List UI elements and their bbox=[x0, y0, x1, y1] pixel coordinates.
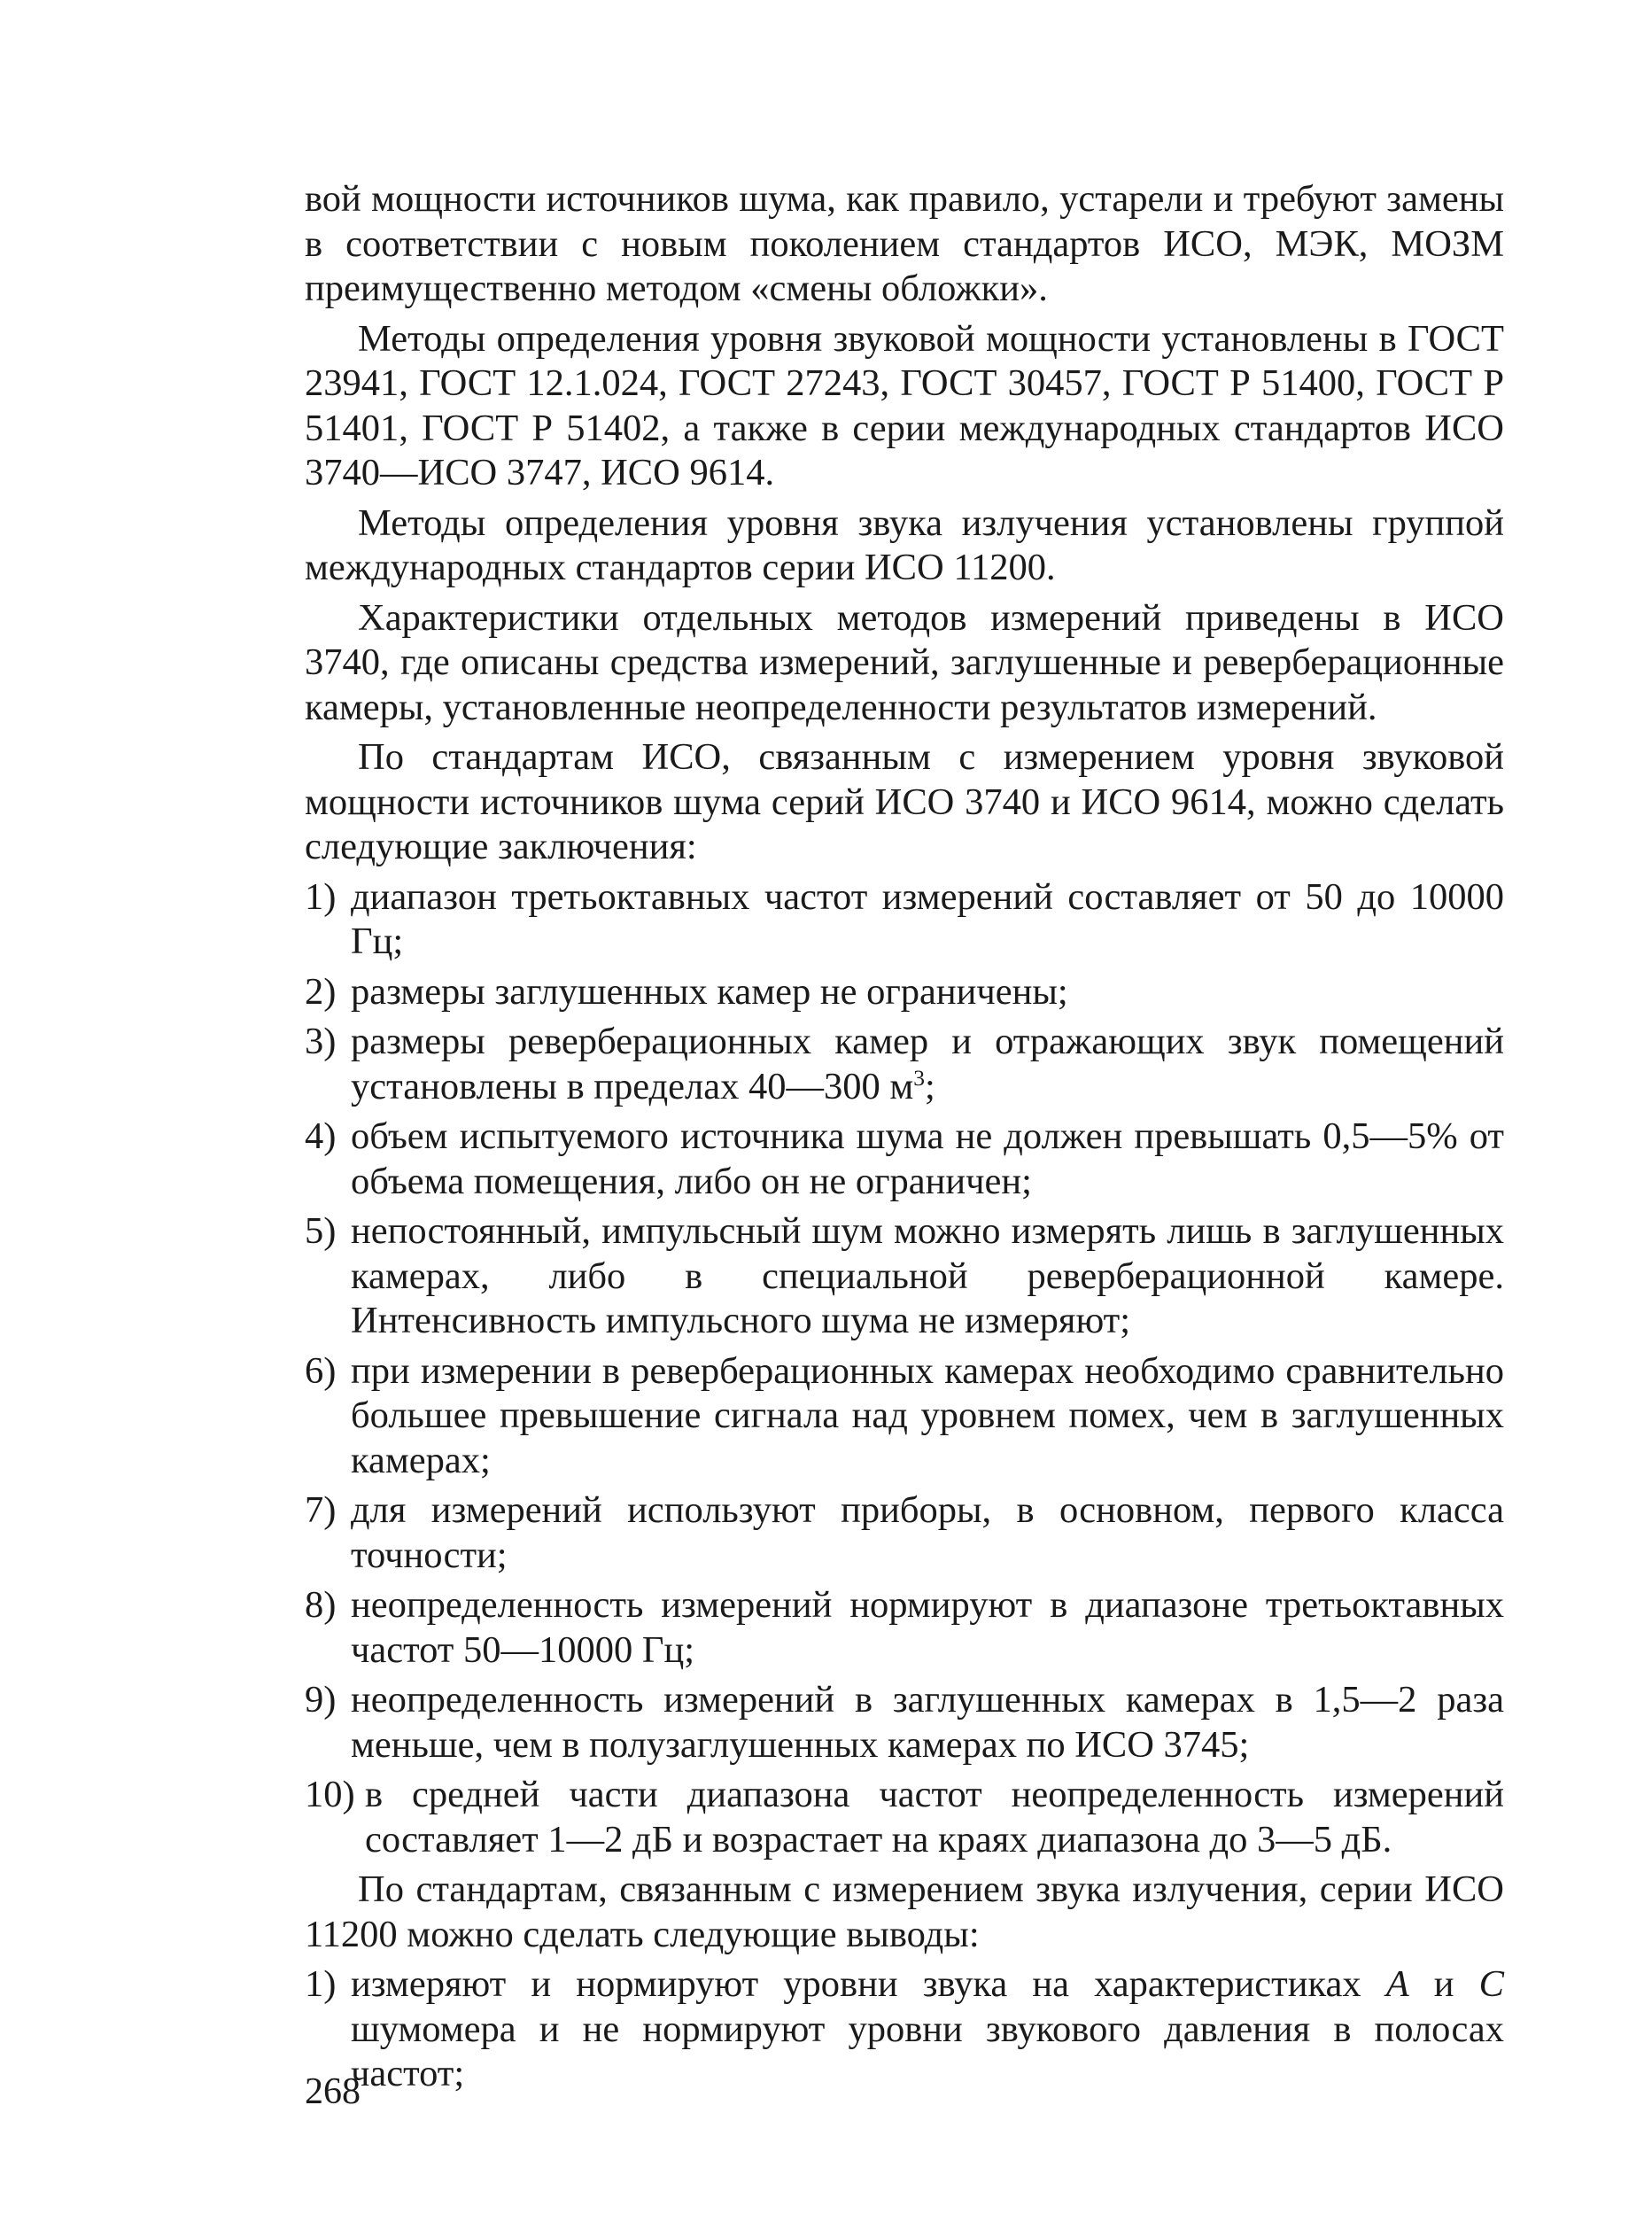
conclusions-list bbox=[305, 875, 1504, 1863]
paragraph-emission-conclusions-intro: По стандартам, связанным с измерением звука излучения, серии ИСО 11200 можно сделать следующие выводы: bbox=[305, 1868, 1504, 1955]
paragraph-sound-power-methods: Методы определения уровня звуковой мощности установлены в ГОСТ 23941, ГОСТ 12.1.024, ГОСТ 27243, ГОСТ 30457, ГОСТ Р 51400, ГОСТ Р 51401, ГОСТ Р 51402, а также в серии международных стандартов ИСО 3740—ИСО 3747, ИСО 9614. bbox=[305, 317, 1504, 493]
list-item-text-part: измеряют и нормируют уровни звука на характеристиках bbox=[351, 1963, 1386, 2005]
list-item-number: 1) bbox=[305, 1963, 337, 2005]
list-item-number: 3) bbox=[305, 1021, 337, 1062]
list-item-number: 6) bbox=[305, 1349, 337, 1392]
paragraph-method-characteristics: Характеристики отдельных методов измерений приведены в ИСО 3740, где описаны средства измерений, заглушенные и реверберационные камеры, установленные неопределенности результатов измерений. bbox=[305, 596, 1504, 728]
list-item-number: 10) bbox=[305, 1774, 355, 1815]
list-item-text-end: ; bbox=[925, 1065, 935, 1107]
list-item bbox=[305, 1349, 1504, 1484]
list-item bbox=[305, 970, 1504, 1015]
list-item-text: при измерении в реверберационных камерах необходимо сравнительно большее превышение сигнала над уровнем помех, чем в заглушенных камерах; bbox=[351, 1349, 1504, 1481]
list-item-text: в средней части диапазона частот неопределенность измерений составляет 1—2 дБ и возрастает на краях диапазона до 3—5 дБ. bbox=[365, 1774, 1504, 1861]
paragraph-iso-conclusions-intro: По стандартам ИСО, связанным с измерением уровня звуковой мощности источников шума серий ИСО 3740 и ИСО 9614, можно сделать следующие заключения: bbox=[305, 736, 1504, 867]
page-number: 268 bbox=[305, 2071, 361, 2112]
list-item-number: 8) bbox=[305, 1584, 337, 1626]
list-item-text: размеры заглушенных камер не ограничены; bbox=[351, 970, 1068, 1013]
list-item-number: 1) bbox=[305, 875, 337, 918]
list-item bbox=[305, 1962, 1504, 2097]
list-item-text: объем испытуемого источника шума не должен превышать 0,5—5% от объема помещения, либо он не ограничен; bbox=[351, 1115, 1504, 1202]
list-item bbox=[305, 1020, 1504, 1109]
list-item bbox=[305, 1115, 1504, 1204]
list-item bbox=[305, 1583, 1504, 1673]
list-item-number: 7) bbox=[305, 1489, 337, 1531]
list-item-number: 4) bbox=[305, 1115, 337, 1157]
list-item-text: диапазон третьоктавных частот измерений составляет от 50 до 10000 Гц; bbox=[351, 875, 1504, 962]
paragraph-continuation: вой мощности источников шума, как правило, устарели и требуют замены в соответствии с новым поколением стандартов ИСО, МЭК, МОЗМ преимущественно методом «смены обложки». bbox=[305, 178, 1504, 309]
body-text bbox=[305, 177, 1504, 2102]
characteristic-a: А bbox=[1385, 1963, 1409, 2005]
list-item bbox=[305, 1678, 1504, 1767]
list-item-text: для измерений используют приборы, в основном, первого класса точности; bbox=[351, 1489, 1504, 1576]
list-item-text-part: и bbox=[1408, 1963, 1479, 2005]
superscript-cubed: 3 bbox=[913, 1064, 926, 1091]
list-item-number: 2) bbox=[305, 970, 337, 1013]
list-item-text: неопределенность измерений нормируют в диапазоне третьоктавных частот 50—10000 Гц; bbox=[351, 1584, 1504, 1671]
list-item bbox=[305, 1209, 1504, 1344]
emission-conclusions-list bbox=[305, 1962, 1504, 2097]
list-item-text-part: шумомера и не нормируют уровни звукового давления в полосах частот; bbox=[351, 2008, 1504, 2094]
list-item-text: неопределенность измерений в заглушенных камерах в 1,5—2 раза меньше, чем в полузаглушенных камерах по ИСО 3745; bbox=[351, 1679, 1504, 1766]
list-item-text bbox=[351, 1020, 1504, 1109]
list-item bbox=[305, 875, 1504, 965]
list-item-number: 5) bbox=[305, 1210, 337, 1252]
characteristic-c: С bbox=[1478, 1963, 1504, 2005]
list-item-text-main: размеры реверберационных камер и отражающих звук помещений установлены в пределах 40—300 м bbox=[351, 1021, 1504, 1107]
list-item bbox=[305, 1773, 1504, 1862]
list-item-number: 9) bbox=[305, 1679, 337, 1721]
paragraph-emission-methods: Методы определения уровня звука излучения установлены группой международных стандартов серии ИСО 11200. bbox=[305, 501, 1504, 588]
list-item-text: непостоянный, импульсный шум можно измерять лишь в заглушенных камерах, либо в специальной реверберационной камере. Интенсивность импульсного шума не измеряют; bbox=[351, 1210, 1504, 1341]
list-item-text bbox=[351, 1962, 1504, 2097]
list-item bbox=[305, 1488, 1504, 1578]
